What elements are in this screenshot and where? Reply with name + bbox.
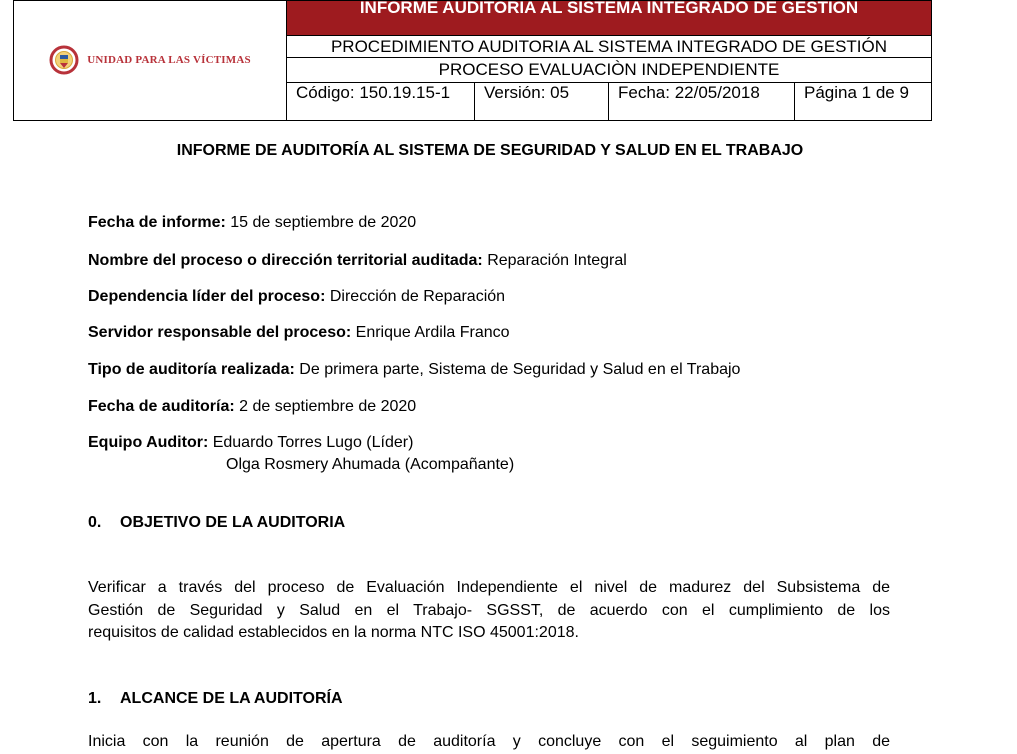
paragraph-line: Verificar a través del proceso de Evaluación Independiente el nivel de madurez del Subsistema de bbox=[88, 579, 890, 596]
paragraph-line: requisitos de calidad establecidos en la norma NTC ISO 45001:2018. bbox=[88, 624, 579, 641]
paragraph-line: Gestión de Seguridad y Salud en el Trabajo- SGSST, de acuerdo con el cumplimiento de los bbox=[88, 601, 890, 619]
procedure-name: PROCEDIMIENTO AUDITORIA AL SISTEMA INTEGRADO DE GESTIÓN bbox=[287, 36, 932, 58]
section-heading-scope: 1. ALCANCE DE LA AUDITORÍA bbox=[88, 690, 343, 707]
field-report-date: Fecha de informe: 15 de septiembre de 2020 bbox=[88, 214, 417, 231]
field-responsible-officer: Servidor responsable del proceso: Enrique Ardila Franco bbox=[88, 324, 510, 341]
field-audit-team: Equipo Auditor: Eduardo Torres Lugo (Líder) bbox=[88, 434, 414, 451]
field-lead-department: Dependencia líder del proceso: Dirección de Reparación bbox=[88, 288, 506, 305]
field-audit-team-second: Olga Rosmery Ahumada (Acompañante) bbox=[226, 456, 515, 473]
document-metadata-row bbox=[287, 83, 932, 121]
section-heading-objective: 0. OBJETIVO DE LA AUDITORIA bbox=[88, 514, 346, 531]
document-date: Fecha: 22/05/2018 bbox=[609, 83, 795, 120]
document-header bbox=[13, 0, 932, 121]
logo-text: UNIDAD PARA LAS VÍCTIMAS bbox=[87, 54, 251, 66]
report-title-bar bbox=[287, 1, 932, 36]
logo-cell bbox=[14, 1, 287, 121]
report-title: INFORME AUDITORIA AL SISTEMA INTEGRADO DE GESTION bbox=[359, 0, 859, 17]
document-version: Versión: 05 bbox=[475, 83, 609, 120]
page-number: Página 1 de 9 bbox=[804, 83, 909, 102]
process-name: PROCESO EVALUACIÒN INDEPENDIENTE bbox=[287, 58, 932, 83]
field-audit-date: Fecha de auditoría: 2 de septiembre de 2020 bbox=[88, 398, 417, 415]
document-code: Código: 150.19.15-1 bbox=[287, 83, 475, 120]
paragraph-line: Inicia con la reunión de apertura de auditoría y concluye con el seguimiento al plan de bbox=[88, 733, 890, 750]
organization-logo bbox=[49, 45, 251, 75]
objective-paragraph bbox=[88, 577, 890, 645]
colombia-seal-icon bbox=[49, 45, 79, 75]
field-audit-type: Tipo de auditoría realizada: De primera parte, Sistema de Seguridad y Salud en el Trabajo bbox=[88, 361, 741, 378]
field-process-name: Nombre del proceso o dirección territorial auditada: Reparación Integral bbox=[88, 252, 627, 269]
document-title: INFORME DE AUDITORÍA AL SISTEMA DE SEGURIDAD Y SALUD EN EL TRABAJO bbox=[176, 142, 804, 159]
scope-paragraph bbox=[88, 731, 890, 754]
